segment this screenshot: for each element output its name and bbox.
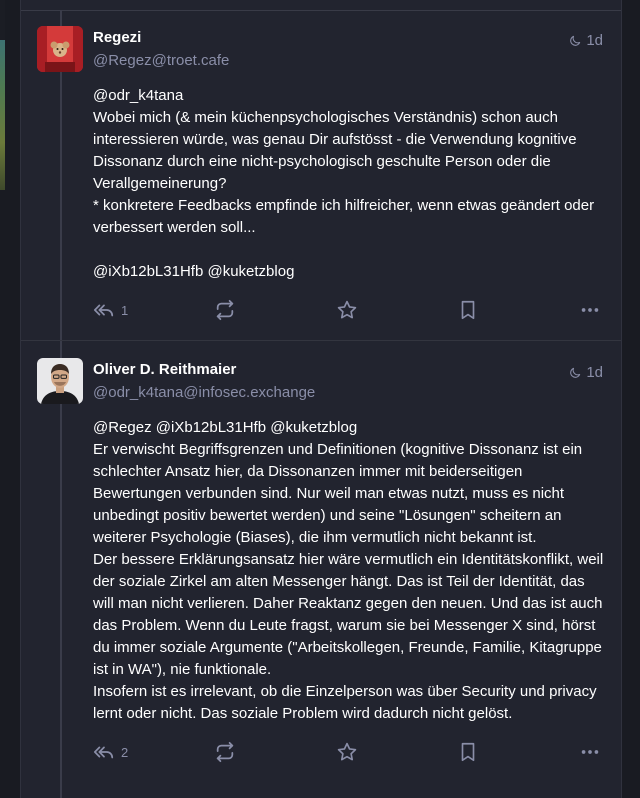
boost-icon (214, 741, 236, 763)
content-line: Bewertungen verbunden sind. Nur weil man etwas nutzt, muss es nicht (93, 485, 565, 502)
boost-button[interactable] (214, 298, 236, 322)
reply-count: 2 (121, 744, 129, 760)
content-line: Insofern ist es irrelevant, ob die Einzelperson was über Security und privacy (93, 683, 597, 700)
bookmark-icon (457, 299, 479, 321)
content-line: der soziale Zirkel am alten Messenger hängt. Das ist Teil der Identität, das (93, 573, 585, 590)
content-line: weiterer Psychologie (Biases), die ihm vermutlich nicht bekannt ist. (93, 529, 537, 546)
status-content (93, 85, 603, 283)
reply-count: 1 (121, 302, 129, 318)
favourite-button[interactable] (336, 740, 358, 764)
content-line: ist in WA"), nie funktionale. (93, 661, 272, 678)
content-line: * konkretere Feedbacks empfinde ich hilfreicher, wenn etwas geändert oder (93, 197, 595, 214)
post-divider (21, 340, 621, 341)
content-line: Dissonanz durch eine nicht-psychologisch geschulte Person oder die (93, 153, 551, 170)
relative-time: 1d (586, 32, 603, 49)
content-line: unbedingt positiv bewertet werden) und seine "Lösungen" scheitern an (93, 507, 562, 524)
content-line: schlechter Ansatz hier, da Dissonanzen immer mit beiderseitigen (93, 463, 523, 480)
star-icon (336, 299, 358, 321)
content-line: das Problem. Wenn du Leute fragst, warum sie bei Messenger X sind, hörst (93, 617, 596, 634)
star-icon (336, 741, 358, 763)
content-line: du immer soziale Argumente ("Arbeitskollegen, Freunde, Familie, Kitagruppe (93, 639, 602, 656)
thread-column (20, 0, 622, 798)
account-handle[interactable]: @Regez@troet.cafe (93, 52, 230, 69)
content-line: Der bessere Erklärungsansatz hier wäre vermutlich ein Identitätskonflikt, weil (93, 551, 604, 568)
content-line: Wobei mich (& mein küchenpsychologisches Verständnis) schon auch (93, 109, 558, 126)
content-line: verbessert werden soll... (93, 219, 256, 236)
more-options-button[interactable] (579, 740, 601, 764)
more-options-button[interactable] (579, 298, 601, 322)
favourite-button[interactable] (336, 298, 358, 322)
status-action-bar (93, 740, 613, 764)
bookmark-button[interactable] (457, 298, 479, 322)
top-divider (21, 10, 621, 11)
account-handle[interactable]: @odr_k4tana@infosec.exchange (93, 384, 316, 401)
boost-icon (214, 299, 236, 321)
post-time[interactable] (568, 32, 603, 49)
content-line[interactable]: @odr_k4tana (93, 87, 184, 104)
content-line: Er verwischt Begriffsgrenzen und Definitionen (kognitive Dissonanz ist ein (93, 441, 583, 458)
bookmark-button[interactable] (457, 740, 479, 764)
avatar[interactable] (37, 358, 83, 404)
display-name[interactable]: Regezi (93, 29, 142, 46)
content-line[interactable]: @Regez @iXb12bL31Hfb @kuketzblog (93, 419, 358, 436)
post-time[interactable] (568, 364, 603, 381)
reply-all-icon (93, 741, 115, 763)
content-line[interactable]: @iXb12bL31Hfb @kuketzblog (93, 263, 295, 280)
reply-button[interactable] (93, 298, 128, 322)
status-content (93, 417, 603, 725)
content-line: lernt oder nicht. Das soziale Problem wird dadurch nicht gelöst. (93, 705, 513, 722)
content-line: will man nicht verlieren. Daher Reaktanz gegen den neuen. Und das ist auch (93, 595, 603, 612)
avatar[interactable] (37, 26, 83, 72)
reply-all-icon (93, 299, 115, 321)
moon-icon (568, 366, 582, 380)
content-line: interessieren würde, was genau Dir aufstösst - die Verwendung kognitive (93, 131, 577, 148)
content-line (93, 239, 603, 261)
reply-button[interactable] (93, 740, 128, 764)
content-line: Verallgemeinerung? (93, 175, 227, 192)
status-action-bar (93, 298, 613, 322)
bookmark-icon (457, 741, 479, 763)
more-icon (579, 299, 601, 321)
more-icon (579, 741, 601, 763)
boost-button[interactable] (214, 740, 236, 764)
display-name[interactable]: Oliver D. Reithmaier (93, 361, 237, 378)
relative-time: 1d (586, 364, 603, 381)
moon-icon (568, 34, 582, 48)
